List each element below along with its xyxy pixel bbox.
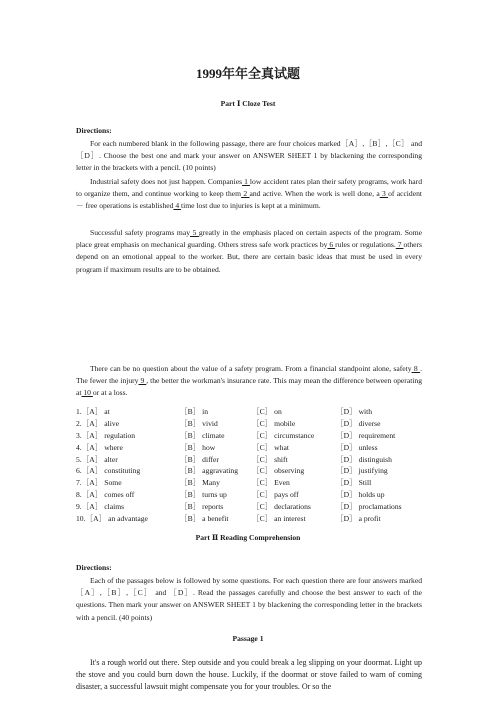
question-number: 7.［A］	[76, 478, 103, 488]
blank-9: 9	[138, 376, 147, 386]
blank-1: 1	[242, 177, 250, 186]
option-d: diverse	[358, 418, 381, 428]
passage-paragraph-3: There can be no question about the value of a safety program. From a financial standpoint alone, safety 8 . The fewer the injury 9 , the better the workman's insurance rate. This may mean the difference between operating at 10 or at a loss.	[76, 364, 423, 398]
option-b: aggravating	[202, 466, 239, 476]
passage-paragraph-1: Industrial safety does not just happen. Companies 1 low accident rates plan their safety programs, work hard to organize them, and continue working to keep them 2 and active. When the work is well done, a 3 of accident － free operations is established 4 time lost due to injuries is kept at a minimum.	[76, 177, 422, 211]
option-b: differ	[202, 454, 219, 464]
part2-directions-label: Directions:	[76, 563, 112, 572]
option-row: 6.［A］ constituting ［B］ aggravating ［C］ observing ［D］ justifying	[76, 466, 388, 476]
option-b: how	[202, 442, 216, 452]
option-c: on	[274, 407, 282, 416]
option-row: 8.［A］ comes off ［B］ turns up ［C］ pays off ［D］ holds up	[76, 490, 385, 500]
answer-options	[76, 406, 422, 525]
question-number: 4.［A］	[76, 442, 103, 452]
question-number: 6.［A］	[76, 466, 103, 476]
option-c: shift	[274, 454, 288, 464]
blank-10: 10	[81, 388, 93, 398]
blank-2: 2	[241, 189, 250, 199]
question-number: 3.［A］	[76, 430, 103, 440]
option-d: distinguish	[358, 454, 392, 464]
option-a: at	[104, 407, 110, 416]
blank-5: 5	[190, 228, 199, 237]
option-a: alter	[104, 454, 118, 464]
question-number: 1.［A］	[76, 407, 103, 416]
option-d: with	[358, 407, 373, 416]
option-a: constituting	[104, 466, 141, 476]
option-d: proclamations	[358, 502, 402, 512]
option-row: 5.［A］ alter ［B］ differ ［C］ shift ［D］ distinguish	[76, 454, 392, 464]
question-number: 9.［A］	[76, 502, 103, 512]
option-a: regulation	[104, 430, 136, 440]
option-d: holds up	[358, 490, 385, 500]
blank-6: 6	[327, 240, 336, 250]
part2-directions: Each of the passages below is followed by some questions. For each question there are four answers marked ［A］,［B］,［C］ and ［D］. Read the passages carefully and choose the best answer to each of the questions. Then mark your answer on ANSWER SHEET 1 by blackening the corresponding letter in the brackets with a pencil. (40 points)	[76, 576, 422, 622]
exam-title: 1999年年全真试题	[195, 66, 300, 81]
passage-title: Passage 1	[232, 634, 264, 643]
option-d: a profit	[358, 514, 381, 524]
option-a: where	[104, 442, 123, 452]
option-b: reports	[202, 502, 224, 512]
question-number: 5.［A］	[76, 454, 103, 464]
option-c: observing	[274, 466, 305, 476]
option-c: an interest	[274, 514, 306, 524]
option-c: circumstance	[274, 430, 315, 440]
option-row: 4.［A］ where ［B］ how ［C］ what ［D］ unless	[76, 442, 378, 452]
blank-4: 4	[173, 201, 182, 211]
question-number: 8.［A］	[76, 490, 103, 500]
option-d: unless	[358, 442, 378, 452]
part1-heading: Part Ⅰ Cloze Test	[220, 99, 276, 108]
option-b: turns up	[202, 490, 227, 500]
option-c: mobile	[274, 418, 296, 428]
option-c: what	[274, 442, 289, 452]
question-number: 2.［A］	[76, 418, 103, 428]
option-b: in	[202, 407, 209, 416]
option-d: Still	[358, 478, 372, 488]
question-number: 10.［A］	[76, 514, 107, 524]
option-row: 9.［A］ claims ［B］ reports ［C］ declarations ［D］ proclamations	[76, 502, 402, 512]
option-a: comes off	[104, 490, 135, 500]
option-row: 10.［A］ an advantage ［B］ a benefit ［C］ an interest ［D］ a profit	[76, 514, 381, 524]
option-b: vivid	[202, 418, 218, 428]
passage-paragraph-2: Successful safety programs may 5 greatly in the emphasis placed on certain aspects of the program. Some place great emphasis on mechanical guarding. Others stress safe work practices by 6 rules or regulations. 7 others depend on an emotional appeal to the worker. But, there are certain basic ideas that must be used in every program if maximum results are to be obtained.	[76, 228, 423, 274]
option-row: 3.［A］ regulation ［B］ climate ［C］ circumstance ［D］ requirement	[76, 430, 396, 440]
option-c: declarations	[274, 502, 311, 512]
option-a: alive	[104, 418, 120, 428]
part1-directions-label: Directions:	[76, 126, 112, 135]
option-a: Some	[104, 478, 122, 488]
blank-7: 7	[395, 240, 404, 250]
option-c: pays off	[274, 490, 299, 500]
part2-heading: Part Ⅱ Reading Comprehension	[195, 533, 301, 542]
blank-3: 3	[379, 189, 389, 199]
option-d: justifying	[358, 466, 388, 476]
option-b: a benefit	[202, 514, 229, 524]
option-row: 2.［A］ alive ［B］ vivid ［C］ mobile ［D］ diverse	[76, 418, 381, 428]
option-a: claims	[104, 502, 125, 512]
option-a: an advantage	[108, 514, 148, 524]
passage-1-text: It's a rough world out there. Step outside and you could break a leg slipping on your doormat. Light up the stove and you could burn down the house. Luckily, if the doormat or stove failed to warn of coming disaster, a successful lawsuit might compensate you for your troubles. Or so the	[76, 658, 422, 691]
option-row: 7.［A］ Some ［B］ Many ［C］ Even ［D］ Still	[76, 478, 372, 488]
option-b: Many	[202, 478, 220, 488]
blank-8: 8	[411, 364, 421, 373]
part1-directions: For each numbered blank in the following passage, there are four choices marked［A］,［B］,［C］ and ［D］. Choose the best one and mark your answer on ANSWER SHEET 1 by blackening the corresponding letter in the brackets with a pencil. (10 points)	[76, 139, 422, 173]
option-b: climate	[202, 430, 225, 440]
option-d: requirement	[358, 430, 396, 440]
option-c: Even	[274, 478, 290, 488]
option-row: 1.［A］ at ［B］ in ［C］ on ［D］ with	[76, 407, 373, 416]
